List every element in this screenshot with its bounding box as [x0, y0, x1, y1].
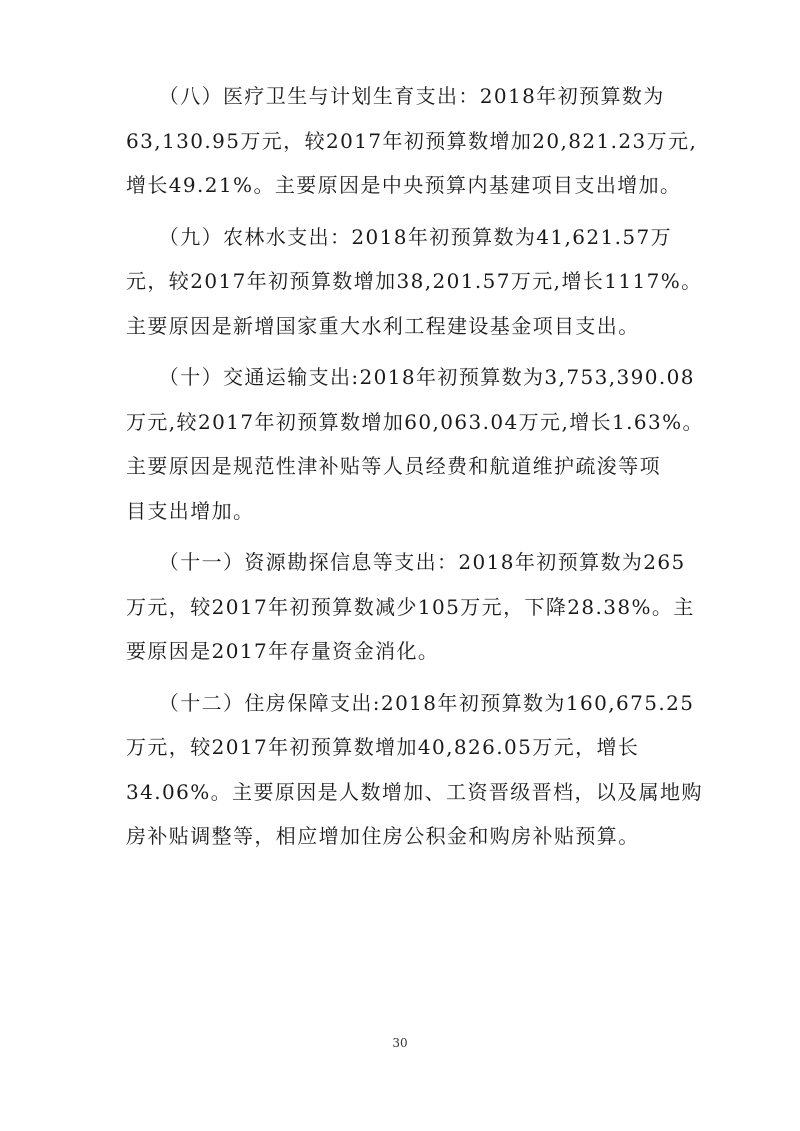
paragraph-line: 增长49.21%。主要原因是中央预算内基建项目支出增加。 — [126, 173, 682, 197]
paragraph-line: 房补贴调整等，相应增加住房公积金和购房补贴预算。 — [126, 824, 640, 848]
paragraph-line: 万元，较2017年初预算数增加40,826.05万元，增长 — [126, 735, 640, 759]
paragraph-agriculture-forestry-water — [126, 215, 703, 349]
paragraph-line: 万元，较2017年初预算数减少105万元，下降28.38%。主 — [126, 594, 695, 619]
paragraph-line: 主要原因是新增国家重大水利工程建设基金项目支出。 — [126, 313, 640, 338]
paragraph-line: 目支出增加。 — [126, 498, 255, 523]
paragraph-medical-health — [126, 74, 698, 208]
page-number: 30 — [392, 1036, 408, 1050]
paragraph-line: （八）医疗卫生与计划生育支出：2018年初预算数为 — [126, 84, 665, 108]
paragraph-line: 万元,较2017年初预算数增加60,063.04万元,增长1.63%。 — [126, 409, 704, 434]
paragraph-line: （九）农林水支出：2018年初预算数为41,621.57万 — [126, 224, 673, 249]
paragraph-line: 要原因是2017年存量资金消化。 — [126, 639, 440, 663]
paragraph-line: （十二）住房保障支出:2018年初预算数为160,675.25 — [126, 690, 695, 715]
paragraph-housing-security — [126, 681, 703, 859]
paragraph-line: （十）交通运输支出:2018年初预算数为3,753,390.08 — [126, 365, 695, 389]
paragraph-line: 63,130.95万元，较2017年初预算数增加20,821.23万元, — [126, 128, 698, 153]
paragraph-line: 主要原因是规范性津补贴等人员经费和航道维护疏浚等项 — [126, 454, 661, 478]
paragraph-resource-exploration — [126, 540, 695, 674]
paragraph-line: （十一）资源勘探信息等支出：2018年初预算数为265 — [126, 550, 686, 574]
paragraph-transportation — [126, 355, 704, 533]
document-body — [126, 74, 704, 866]
paragraph-line: 34.06%。主要原因是人数增加、工资晋级晋档，以及属地购 — [126, 779, 703, 804]
paragraph-line: 元，较2017年初预算数增加38,201.57万元,增长1117%。 — [126, 269, 703, 293]
